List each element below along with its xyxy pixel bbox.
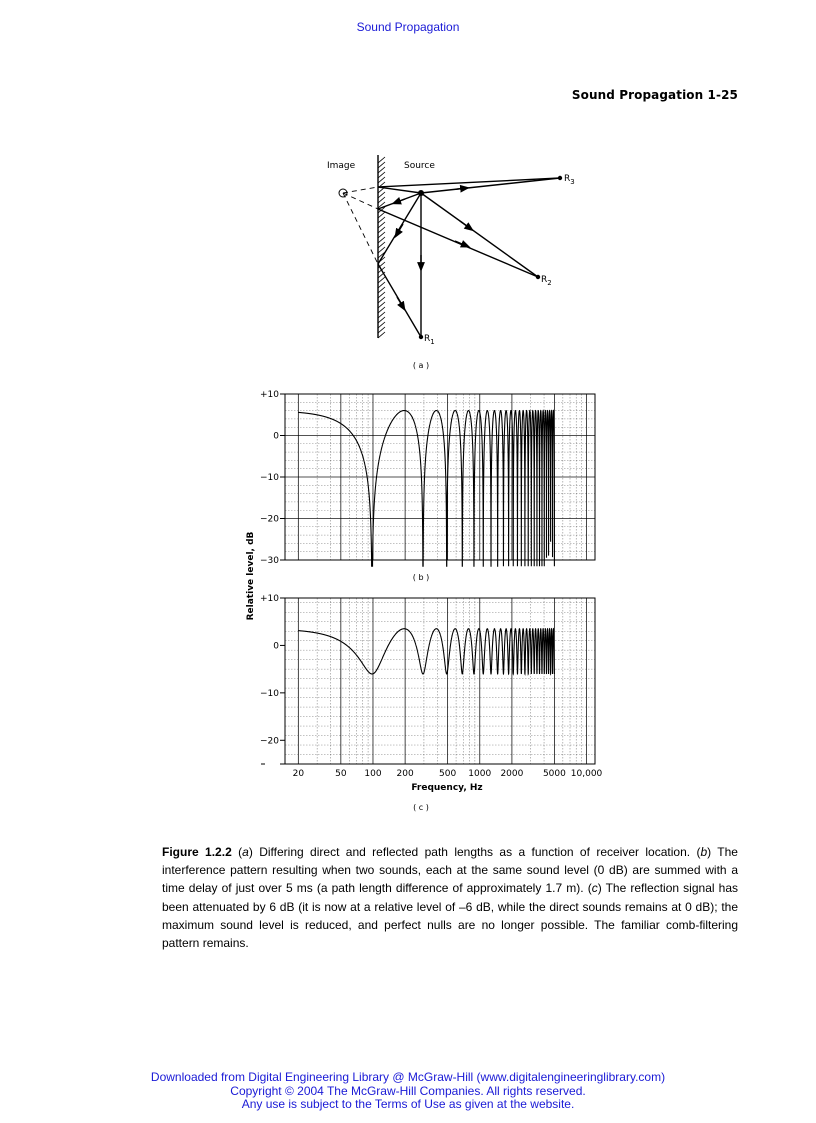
sound-rays: [378, 178, 560, 337]
y-tick-label: −10: [260, 473, 279, 483]
reflection-diagram: [327, 155, 575, 370]
top-link[interactable]: Sound Propagation: [356, 20, 460, 34]
y-tick-label: −10: [260, 688, 279, 699]
x-tick-label: 200: [396, 769, 414, 779]
x-tick-label: 1000: [468, 769, 492, 779]
x-tick-label: 5000: [542, 769, 566, 779]
y-tick-label: +10: [260, 594, 279, 604]
image-path-lines: [343, 187, 378, 264]
caption-figure-label: Figure 1.2.2: [162, 845, 232, 859]
image-label: Image: [327, 161, 356, 171]
y-axis-ticks: [260, 390, 285, 566]
x-axis-label: Frequency, Hz: [411, 783, 483, 793]
receiver-r2-marker: [536, 275, 540, 279]
reflecting-wall: [378, 155, 385, 338]
x-tick-label: 50: [335, 769, 347, 779]
x-axis-ticks: [293, 769, 603, 779]
x-tick-label: 10,000: [570, 769, 603, 779]
y-axis-label: Relative level, dB: [246, 531, 256, 621]
receiver-r3-label: $R_3$: [564, 174, 575, 186]
y-tick-label: −20: [260, 736, 279, 747]
receiver-r3-marker: [558, 176, 562, 180]
footer-download-link[interactable]: Downloaded from Digital Engineering Library @ McGraw-Hill (www.digitalengineeringlibrary.com): [150, 1070, 666, 1084]
x-tick-label: 500: [439, 769, 457, 779]
receiver-r1-marker: [419, 335, 423, 339]
x-tick-label: 20: [292, 769, 305, 779]
grid: [285, 598, 595, 764]
receiver-r2-label: $R_2$: [541, 275, 552, 287]
x-tick-label: 100: [364, 769, 382, 779]
series-line: [298, 411, 554, 567]
y-tick-label: 0: [273, 431, 279, 442]
y-axis-ticks: [260, 594, 285, 764]
running-head: Sound Propagation 1-25: [571, 88, 738, 102]
panel-a-label: ( a ): [412, 361, 430, 370]
footer-copyright: Copyright © 2004 The McGraw-Hill Companies. All rights reserved.: [230, 1083, 586, 1098]
figure-caption: Figure 1.2.2 (a) Differing direct and reflected path lengths as a function of receiver location. (b) The interference pattern resulting when two sounds, each at the same sound level (0 dB) are summed with a time delay of just over 5 ms (a path length difference of approximately 1.7 m). (c) The reflection signal has been attenuated by 6 dB (it is now at a relative level of –6 dB, while the direct sounds remains at 0 dB); the maximum sound level is reduced, and perfect nulls are no longer possible. The familiar comb-filtering pattern remains.: [162, 845, 738, 951]
footer-terms[interactable]: Any use is subject to the Terms of Use as given at the website.: [241, 1097, 575, 1111]
receiver-r1-label: $R_1$: [424, 334, 435, 346]
y-tick-label: 0: [273, 641, 279, 652]
chart-panel-c: [260, 594, 595, 764]
y-tick-label: −30: [260, 556, 279, 566]
chart-panel-b: [260, 390, 595, 566]
panel-c-label: ( c ): [413, 803, 429, 812]
series-line: [298, 629, 554, 674]
y-tick-label: +10: [260, 390, 279, 400]
x-tick-label: 2000: [500, 769, 524, 779]
source-label: Source: [404, 161, 435, 171]
footer: [0, 1071, 816, 1112]
panel-b-label: ( b ): [412, 573, 430, 582]
y-tick-label: −20: [260, 514, 279, 525]
